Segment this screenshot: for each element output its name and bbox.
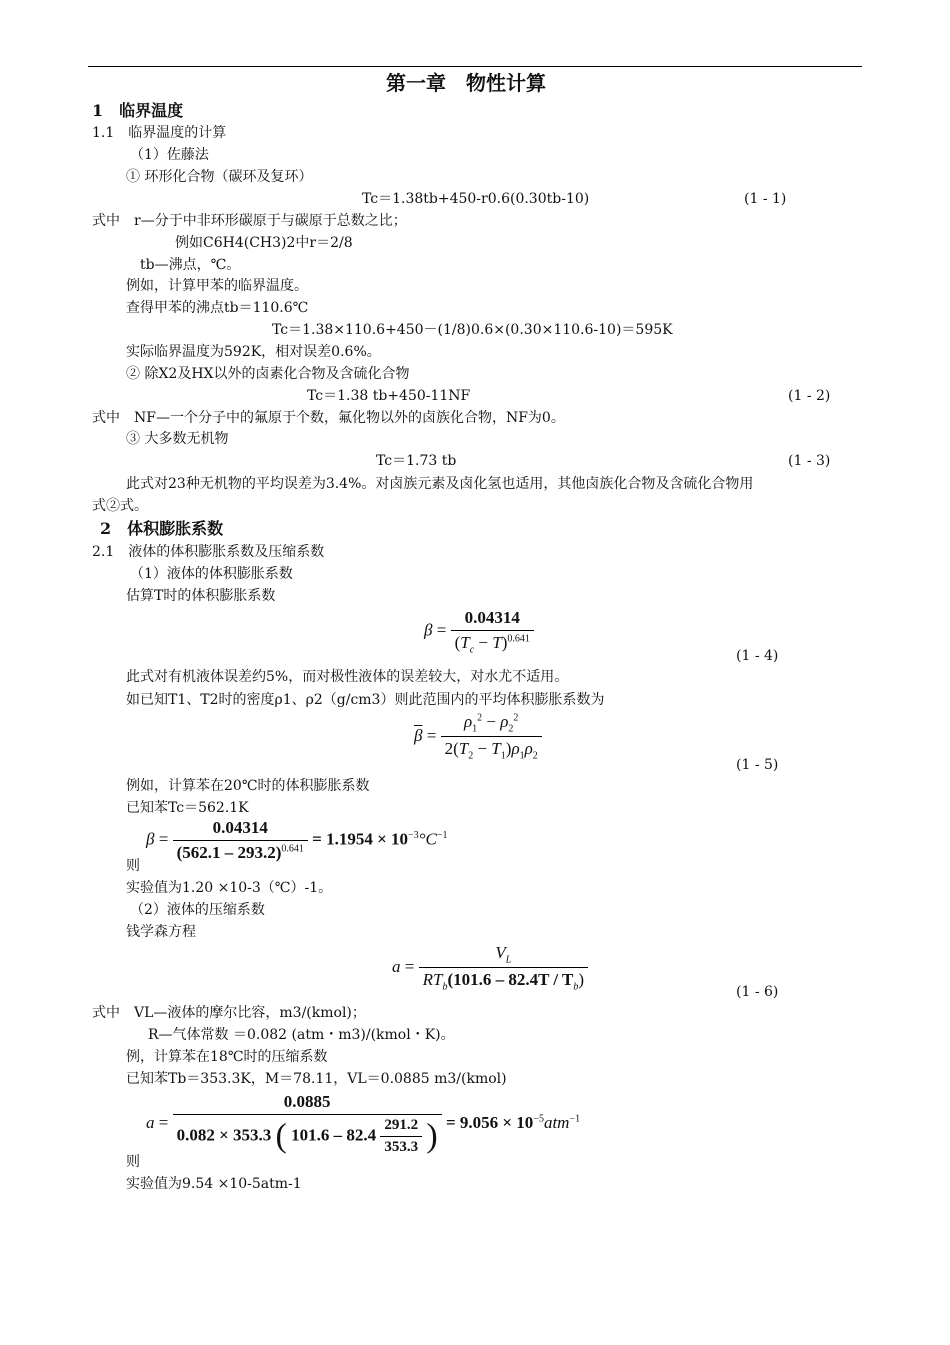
text-line: 已知苯Tb＝353.3K，M＝78.11，VL＝0.0885 m3/(kmol) <box>126 1071 507 1087</box>
formula-unit: atm <box>543 1112 570 1132</box>
chapter-title: 第一章 物性计算 <box>386 71 546 95</box>
formula-denominator: 562.1 – 293.2 <box>182 843 276 862</box>
formula-beta-example: β = $\frac{0.04314}{(562.1 - 293.2)^{0.641}}$ = $1.1954 \times 10^{-3}^\circ C^{-1}$ <box>146 818 448 862</box>
formula-inner-denominator: 353.3 <box>384 1139 419 1155</box>
text-line: （1）佐藤法 <box>130 147 209 163</box>
text-line: 此式对有机液体误差约5%，而对极性液体的误差较大，对水尤不适用。 <box>126 669 569 685</box>
text-line: tb—沸点，℃。 <box>140 257 241 273</box>
text-line: R—气体常数 ＝0.082 (atm・m3)/(kmol・K)。 <box>148 1027 455 1043</box>
text-line: 实验值为1.20 ×10-3（℃）-1。 <box>126 880 333 896</box>
formula-denominator: RT <box>422 970 443 990</box>
formula-1-5: $\overline{\beta}$ = $\frac{\rho_1^2 - \rho_2^2}{2(T_2 - T_1)\rho_1\rho_2}$ <box>414 712 542 762</box>
formula-rhs: = 1.1954 × 10 <box>312 829 409 849</box>
text-line: 查得甲苯的沸点tb＝110.6℃ <box>126 300 309 316</box>
formula-denominator-mid: (101.6 – 82.4T / T <box>447 970 574 990</box>
text-line: 式中 VL—液体的摩尔比容，m3/(kmol)； <box>92 1005 366 1021</box>
section-heading-2: 2 体积膨胀系数 <box>100 519 224 538</box>
formula-rhs: = 9.056 × 10 <box>445 1112 534 1132</box>
text-line: ③ 大多数无机物 <box>126 431 229 447</box>
text-line: 则 <box>126 1154 140 1170</box>
formula-rhs-exp: −3 <box>408 829 419 841</box>
formula-exponent: 0.641 <box>281 843 304 855</box>
formula-inner-numerator: 291.2 <box>380 1117 422 1137</box>
text-line: 例如，计算苯在20℃时的体积膨胀系数 <box>126 778 370 794</box>
formula-numerator: V <box>495 943 506 962</box>
text-line: 估算T时的体积膨胀系数 <box>126 588 276 604</box>
text-line: 例如C6H4(CH3)2中r＝2/8 <box>175 235 353 251</box>
formula-numerator: 0.04314 <box>173 818 308 841</box>
eq-number: (1 - 1) <box>744 191 787 207</box>
header-rule <box>88 66 862 67</box>
eq-number: (1 - 2) <box>788 388 831 404</box>
text-line: 例如，计算甲苯的临界温度。 <box>126 278 308 294</box>
text-line: 实验值为9.54 ×10-5atm-1 <box>126 1176 302 1192</box>
formula-example: Tc＝1.38×110.6+450－(1/8)0.6×(0.30×110.6-10)＝595K <box>272 322 673 338</box>
text-line: （1）液体的体积膨胀系数 <box>130 566 293 582</box>
text-line: 则 <box>126 858 140 874</box>
subsection-1-1: 1.1 临界温度的计算 <box>92 125 227 141</box>
text-line: 已知苯Tc＝562.1K <box>126 800 249 816</box>
text-line: 例，计算苯在18℃时的压缩系数 <box>126 1049 328 1065</box>
formula-1-6: a = $\frac{V_L}{RT_b(101.6 - 82.4T / T_b)}$ <box>392 943 588 993</box>
text-line: 实际临界温度为592K，相对误差0.6%。 <box>126 344 381 360</box>
eq-number: (1 - 6) <box>736 984 779 1000</box>
text-line: 此式对23种无机物的平均误差为3.4%。对卤族元素及卤化氢也适用，其他卤族化合物及含硫化合物用 <box>126 476 754 492</box>
text-line: 如已知T1、T2时的密度ρ1、ρ2（g/cm3）则此范围内的平均体积膨胀系数为 <box>126 692 605 708</box>
text-line: 式中 NF—一个分子中的氟原于个数，氟化物以外的卤族化合物，NF为0。 <box>92 410 565 426</box>
section-heading-1: 1 临界温度 <box>92 101 184 120</box>
text-line: 式中 r—分于中非环形碳原于与碳原于总数之比； <box>92 213 407 229</box>
formula-1-3: Tc＝1.73 tb <box>376 453 457 469</box>
formula-1-1: Tc＝1.38tb+450-r0.6(0.30tb-10) <box>362 191 590 207</box>
text-line: （2）液体的压缩系数 <box>130 902 265 918</box>
text-line: 式②式。 <box>92 498 148 514</box>
formula-denominator-inner: 101.6 – 82.4 <box>291 1125 377 1145</box>
formula-denominator-pre: 0.082 × 353.3 <box>176 1125 272 1145</box>
text-line: 钱学森方程 <box>126 924 196 940</box>
formula-unit: °C <box>418 829 437 849</box>
eq-number: (1 - 5) <box>736 757 779 773</box>
subsection-2-1: 2.1 液体的体积膨胀系数及压缩系数 <box>92 544 325 560</box>
formula-a-example: a = 0.0885 0.082 × 353.3 ( 101.6 – 82.4 $\frac{291.2}{353.3}$ ) = $9.056 \times 10^{-5}atm^{-1}$ <box>146 1092 581 1155</box>
eq-number: (1 - 3) <box>788 453 831 469</box>
formula-rhs-exp: −5 <box>533 1113 544 1125</box>
text-line: ② 除X2及HX以外的卤素化合物及含硫化合物 <box>126 366 410 382</box>
formula-numerator: 0.04314 <box>451 608 534 631</box>
formula-1-4: β = $\frac{0.04314}{(T_c - T)^{0.641}}$ <box>424 608 534 655</box>
formula-1-2: Tc＝1.38 tb+450-11NF <box>307 388 471 404</box>
formula-numerator: 0.0885 <box>173 1092 442 1115</box>
text-line: ① 环形化合物（碳环及复环） <box>126 169 313 185</box>
eq-number: (1 - 4) <box>736 648 779 664</box>
